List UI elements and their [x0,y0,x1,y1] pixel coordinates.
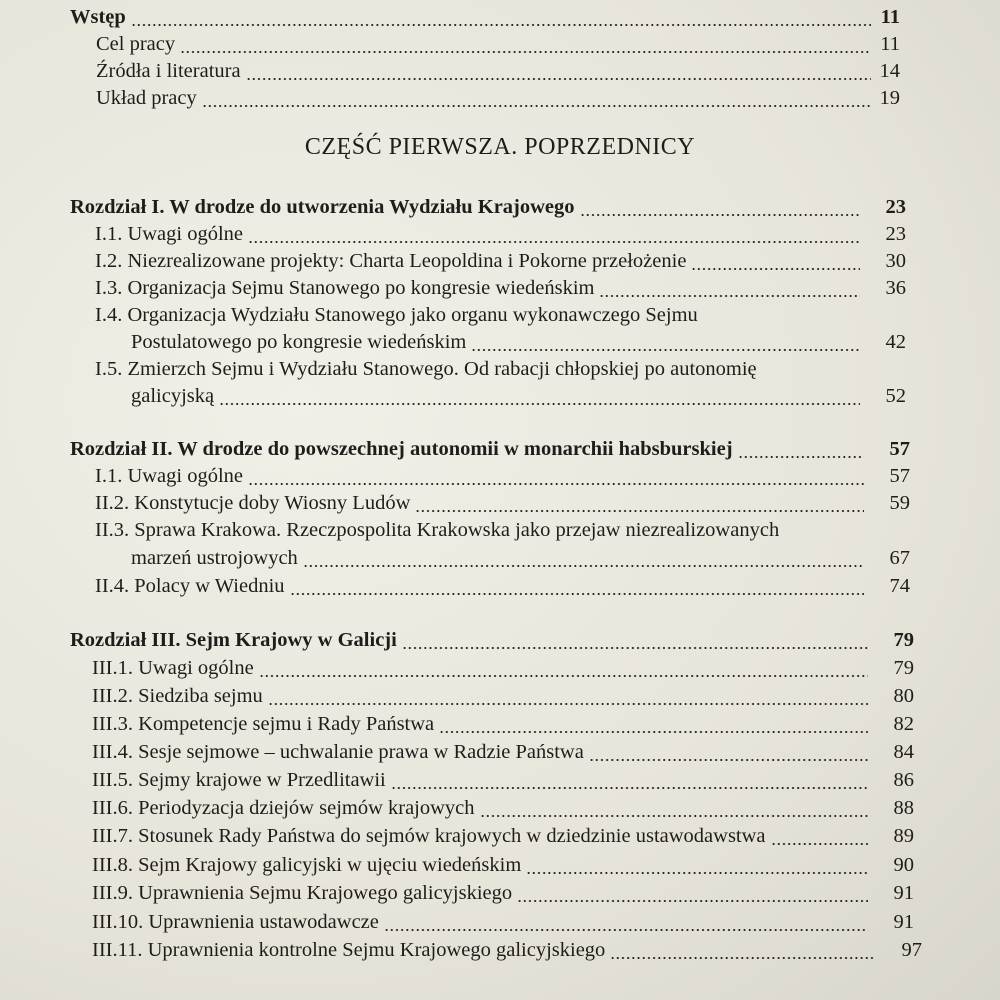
leader-dots [268,701,868,707]
toc-page-number: 67 [889,547,910,569]
leader-dots [402,645,868,651]
toc-entry-label: III.7. Stosunek Rady Państwa do sejmów krajowych w dziedzinie ustawodawstwa [92,825,766,847]
toc-entry [96,85,900,111]
leader-dots [738,454,864,460]
toc-entry-label: III.11. Uprawnienia kontrolne Sejmu Krajowego galicyjskiego [92,939,606,961]
toc-entry-label-line1: I.5. Zmierzch Sejmu i Wydziału Stanowego. Od rabacji chłopskiej po autonomię [95,358,757,380]
toc-page-number: 19 [879,87,900,109]
leader-dots [248,481,864,487]
toc-entry-label: III.4. Sesje sejmowe – uchwalanie prawa w Radzie Państwa [92,741,584,763]
toc-entry-label: I.3. Organizacja Sejmu Stanowego po kongresie wiedeńskim [95,277,595,299]
toc-page-number: 57 [889,438,910,460]
toc-entry [92,655,914,681]
toc-page-number: 11 [880,6,900,28]
toc-entry [92,937,922,963]
toc-entry-label: III.2. Siedziba sejmu [92,685,263,707]
leader-dots [589,757,868,763]
toc-page-number: 90 [893,854,914,876]
toc-entry [131,383,906,409]
toc-entry [92,823,914,849]
toc-entry-label: Rozdział II. W drodze do powszechnej autonomii w monarchii habsburskiej [70,438,733,460]
leader-dots [303,563,864,569]
toc-entry-label: Rozdział III. Sejm Krajowy w Galicji [70,629,397,651]
leader-dots [384,927,868,933]
toc-page-number: 91 [893,911,914,933]
toc-page-number: 86 [893,769,914,791]
toc-chapter-1 [70,194,906,220]
toc-entry-label: II.2. Konstytucje doby Wiosny Ludów [95,492,411,514]
toc-entry-label: I.1. Uwagi ogólne [95,223,244,245]
leader-dots [480,813,868,819]
toc-entry [95,275,906,301]
toc-entry-label: I.1. Uwagi ogólne [95,465,244,487]
toc-entry-label: II.4. Polacy w Wiedniu [95,575,285,597]
toc-page-number: 80 [893,685,914,707]
toc-entry-label: III.1. Uwagi ogólne [92,657,254,679]
leader-dots [771,841,868,847]
toc-page-number: 84 [893,741,914,763]
part-heading: CZĘŚĆ PIERWSZA. POPRZEDNICY [304,134,696,160]
toc-entry [96,31,900,57]
toc-entry [131,545,910,571]
toc-page-number: 23 [885,196,906,218]
toc-entry-label: III.6. Periodyzacja dziejów sejmów krajowych [92,797,475,819]
toc-entry-label: III.10. Uprawnienia ustawodawcze [92,911,379,933]
leader-dots [580,212,860,218]
toc-page-number: 36 [885,277,906,299]
toc-entry-label-line1: II.3. Sprawa Krakowa. Rzeczpospolita Krakowska jako przejaw niezrealizowanych [95,519,780,541]
leader-dots [471,347,860,353]
toc-entry-label: I.2. Niezrealizowane projekty: Charta Leopoldina i Pokorne przełożenie [95,250,687,272]
toc-page-number: 14 [879,60,900,82]
leader-dots [391,785,868,791]
toc-page-number: 91 [893,882,914,904]
leader-dots [439,729,868,735]
leader-dots [259,673,868,679]
toc-page-number: 89 [893,825,914,847]
toc-entry-label: III.9. Uprawnienia Sejmu Krajowego galicyjskiego [92,882,513,904]
toc-entry [95,573,910,599]
leader-dots [131,22,871,28]
toc-entry-label-line2: galicyjską [131,385,215,407]
toc-entry-label-line1: I.4. Organizacja Wydziału Stanowego jako organu wykonawczego Sejmu [95,304,698,326]
toc-entry-label: III.3. Kompetencje sejmu i Rady Państwa [92,713,435,735]
toc-entry [92,711,914,737]
toc-page-number: 79 [893,629,914,651]
leader-dots [691,266,860,272]
toc-page-number: 88 [893,797,914,819]
toc-entry-label: III.5. Sejmy krajowe w Przedlitawii [92,769,386,791]
toc-entry-label: III.8. Sejm Krajowy galicyjski w ujęciu wiedeńskim [92,854,522,876]
toc-page-number: 97 [901,939,922,961]
toc-entry [95,221,906,247]
toc-entry [92,852,914,878]
toc-entry-label-line2: marzeń ustrojowych [131,547,298,569]
toc-page-number: 79 [893,657,914,679]
toc-page-number: 52 [885,385,906,407]
toc-entry [92,795,914,821]
toc-entry [92,683,914,709]
toc-page-number: 82 [893,713,914,735]
leader-dots [290,591,864,597]
toc-entry [96,58,900,84]
toc-page-number: 59 [889,492,910,514]
leader-dots [599,293,860,299]
toc-entry-label: Wstęp [70,6,126,28]
leader-dots [517,898,868,904]
toc-page-number: 74 [889,575,910,597]
toc-page-number: 57 [889,465,910,487]
toc-entry-label: Cel pracy [96,33,176,55]
toc-page-number: 11 [880,33,900,55]
toc-entry [95,248,906,274]
leader-dots [246,76,871,82]
toc-page-number: 30 [885,250,906,272]
toc-entry-label: Źródła i literatura [96,60,241,82]
toc-entry [92,909,914,935]
toc-entry-label: Układ pracy [96,87,197,109]
toc-page-number: 42 [885,331,906,353]
leader-dots [415,508,864,514]
toc-entry-label-line2: Postulatowego po kongresie wiedeńskim [131,331,467,353]
leader-dots [610,955,876,961]
toc-entry [92,880,914,906]
toc-entry-label: Rozdział I. W drodze do utworzenia Wydziału Krajowego [70,196,575,218]
toc-entry [95,463,910,489]
toc-chapter-2 [70,436,910,462]
toc-entry [95,490,910,516]
toc-entry [131,329,906,355]
leader-dots [180,49,871,55]
toc-entry [92,739,914,765]
leader-dots [248,239,860,245]
toc-chapter-3 [70,627,914,653]
toc-entry-intro [70,4,900,30]
leader-dots [219,401,860,407]
toc-entry [92,767,914,793]
toc-page-number: 23 [885,223,906,245]
leader-dots [202,103,871,109]
leader-dots [526,870,868,876]
